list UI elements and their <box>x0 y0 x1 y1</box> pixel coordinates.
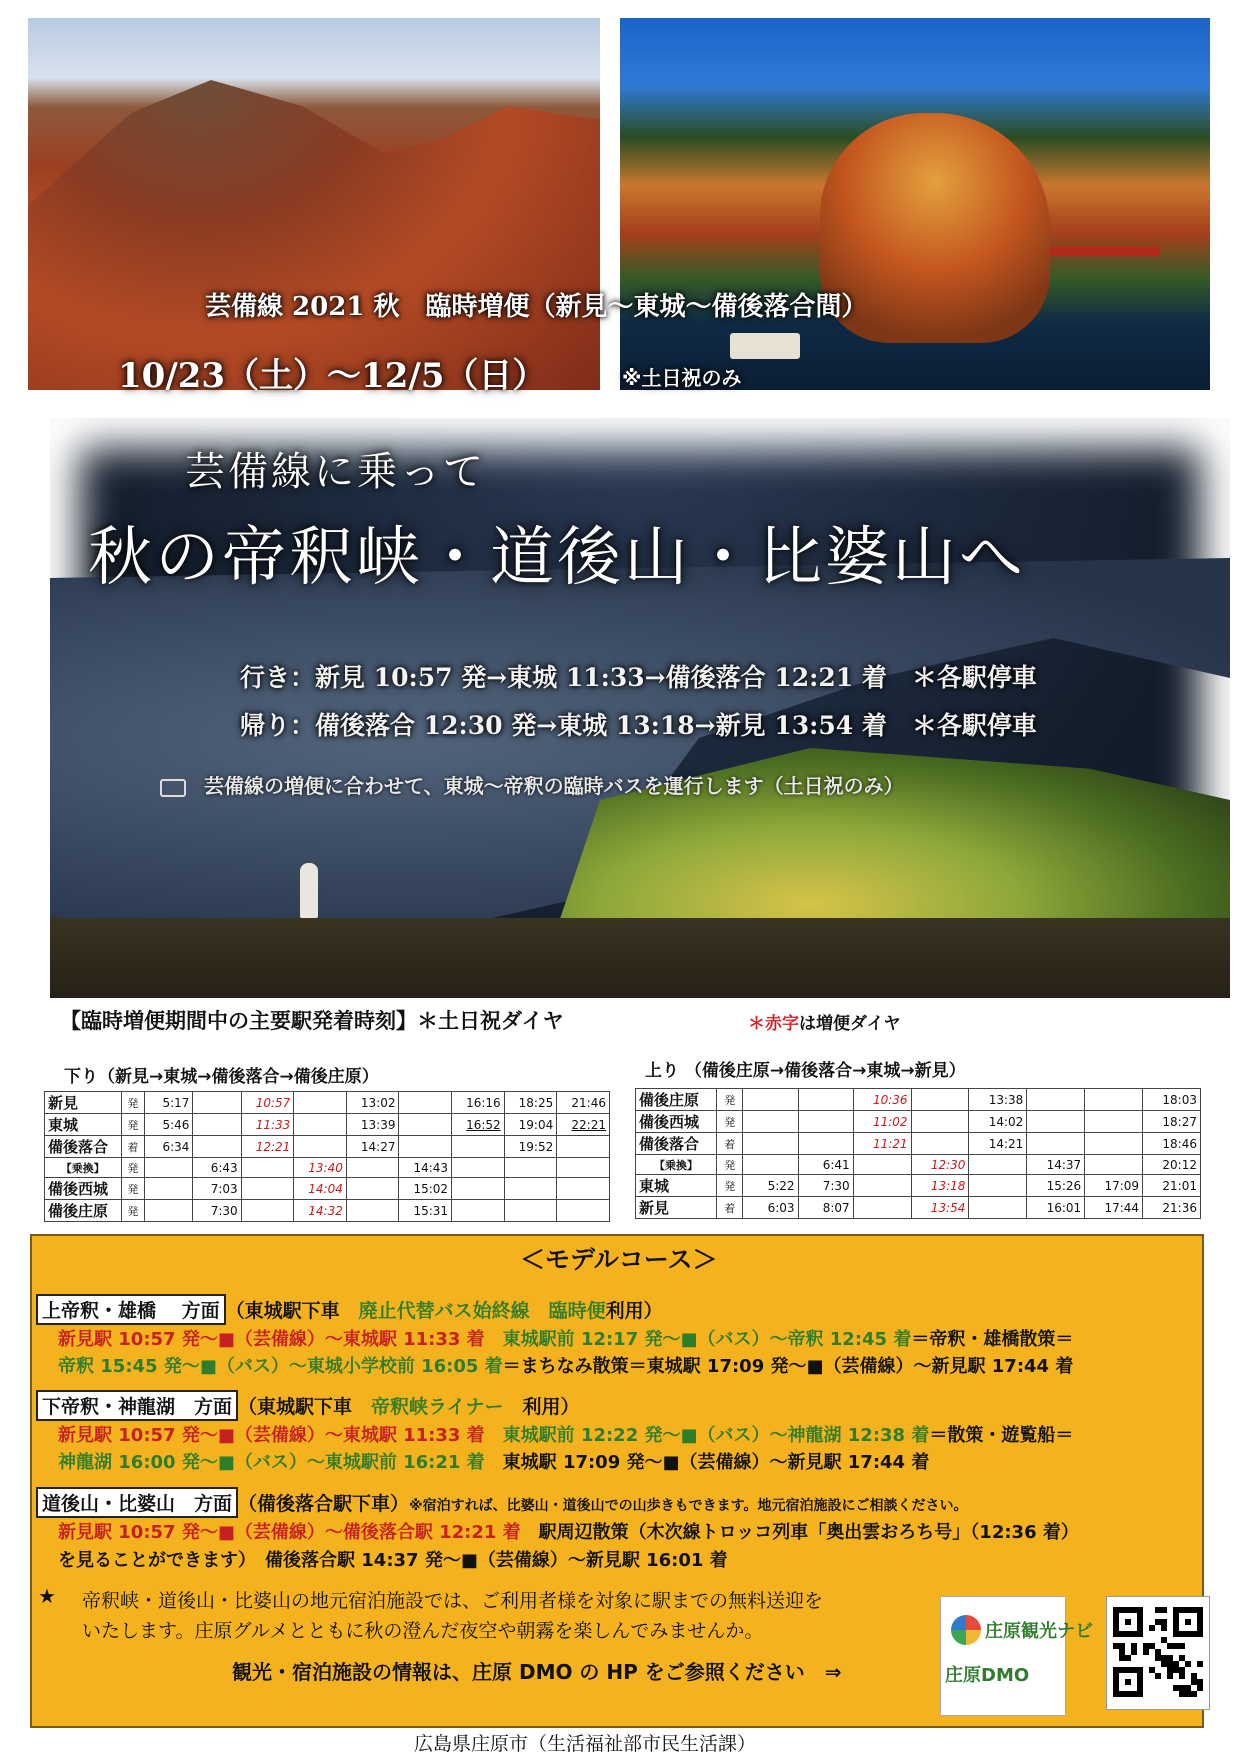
star-icon: ★ <box>38 1584 56 1608</box>
dmo-info: 観光・宿泊施設の情報は、庄原 DMO の HP をご参照ください ⇒ <box>232 1660 842 1684</box>
time-cell: 13:39 <box>346 1114 399 1136</box>
time-cell <box>743 1155 798 1175</box>
time-cell: 20:12 <box>1143 1155 1201 1175</box>
course2-l2-green: 神龍湖 16:00 発～■（バス）～東城駅前 16:21 着 <box>58 1452 485 1473</box>
course2-head-end: 利用） <box>503 1396 580 1418</box>
time-cell: 7:30 <box>798 1175 853 1197</box>
time-cell <box>798 1111 853 1133</box>
dep-arr-mark: 発 <box>121 1158 145 1178</box>
course1-head-end: 利用） <box>605 1300 663 1322</box>
time-cell: 14:32 <box>294 1200 347 1222</box>
station-name: 東城 <box>636 1175 717 1197</box>
dep-arr-mark: 発 <box>717 1155 743 1175</box>
dep-arr-mark: 発 <box>121 1092 145 1114</box>
station-name: 備後落合 <box>636 1133 717 1155</box>
cave-title: 秋の帝釈峡・道後山・比婆山へ <box>88 521 1026 595</box>
time-cell <box>911 1089 969 1111</box>
time-cell: 11:21 <box>853 1133 911 1155</box>
course2-l2-end: 東城駅 17:09 発～■（芸備線）～新見駅 17:44 着 <box>502 1452 930 1473</box>
timetable-row <box>45 1200 610 1222</box>
course-title: ＜モデルコース＞ <box>520 1245 718 1274</box>
station-name: 備後庄原 <box>45 1200 122 1222</box>
time-cell <box>557 1158 610 1178</box>
trip-return: 帰り：備後落合 12:30 発→東城 13:18→新見 13:54 着 ＊各駅停車 <box>240 711 1037 740</box>
time-cell <box>504 1178 557 1200</box>
time-cell <box>241 1158 294 1178</box>
course1-line2 <box>58 1352 1073 1378</box>
time-cell: 17:09 <box>1085 1175 1143 1197</box>
time-cell <box>969 1175 1027 1197</box>
time-cell <box>145 1178 193 1200</box>
time-cell <box>504 1200 557 1222</box>
time-cell: 15:31 <box>399 1200 452 1222</box>
dep-arr-mark: 発 <box>121 1178 145 1200</box>
time-cell: 10:36 <box>853 1089 911 1111</box>
time-cell <box>1085 1089 1143 1111</box>
timetable-row <box>45 1136 610 1158</box>
up-timetable <box>635 1088 1201 1219</box>
time-cell <box>193 1136 241 1158</box>
dep-arr-mark: 着 <box>717 1197 743 1219</box>
time-cell: 21:36 <box>1143 1197 1201 1219</box>
time-cell <box>1027 1133 1085 1155</box>
time-cell: 11:33 <box>241 1114 294 1136</box>
shobara-navi-logo <box>940 1596 1093 1716</box>
time-cell <box>743 1089 798 1111</box>
timetable-row <box>636 1133 1201 1155</box>
time-cell <box>853 1155 911 1175</box>
time-cell <box>743 1133 798 1155</box>
gorge-lake-photo <box>620 18 1210 390</box>
time-cell <box>798 1133 853 1155</box>
time-cell <box>346 1200 399 1222</box>
autumn-mountain-photo <box>28 18 600 390</box>
time-cell <box>557 1136 610 1158</box>
time-cell: 15:26 <box>1027 1175 1085 1197</box>
station-name: 新見 <box>636 1197 717 1219</box>
time-cell <box>399 1136 452 1158</box>
publisher: 広島県庄原市（生活福祉部市民生活課） <box>414 1733 757 1755</box>
station-name: 備後庄原 <box>636 1089 717 1111</box>
time-cell: 5:46 <box>145 1114 193 1136</box>
course3-line1 <box>58 1518 1079 1544</box>
time-cell <box>504 1158 557 1178</box>
time-cell <box>193 1092 241 1114</box>
time-cell <box>853 1175 911 1197</box>
timetable-row <box>636 1155 1201 1175</box>
time-cell <box>452 1178 505 1200</box>
timetable-row <box>636 1197 1201 1219</box>
time-cell <box>294 1114 347 1136</box>
station-name: 【乗換】 <box>636 1155 717 1175</box>
course3-l1-end: 駅周辺散策（木次線トロッコ列車「奥出雲おろち号」（12:36 着） <box>538 1522 1079 1543</box>
note-suffix: は増便ダイヤ <box>799 1014 901 1034</box>
time-cell: 18:46 <box>1143 1133 1201 1155</box>
time-cell <box>346 1158 399 1178</box>
time-cell <box>798 1089 853 1111</box>
time-cell: 14:21 <box>969 1133 1027 1155</box>
time-cell: 13:18 <box>911 1175 969 1197</box>
course1-header <box>36 1294 663 1325</box>
dep-arr-mark: 着 <box>121 1136 145 1158</box>
course2-head-green: 帝釈峡ライナー <box>371 1396 504 1418</box>
note-prefix: ＊ <box>748 1014 765 1034</box>
time-cell: 10:57 <box>241 1092 294 1114</box>
timetable-row <box>45 1178 610 1200</box>
time-cell: 7:30 <box>193 1200 241 1222</box>
time-cell: 14:02 <box>969 1111 1027 1133</box>
time-cell: 16:52 <box>452 1114 505 1136</box>
hero-service-title: 芸備線 2021 秋 臨時増便（新見～東城～備後落合間） <box>205 292 868 322</box>
course3-header <box>36 1487 968 1518</box>
time-cell: 17:44 <box>1085 1197 1143 1219</box>
dep-arr-mark: 発 <box>717 1111 743 1133</box>
time-cell <box>557 1200 610 1222</box>
time-cell: 6:34 <box>145 1136 193 1158</box>
logo-navi-text: 庄原観光ナビ <box>985 1621 1093 1642</box>
station-name: 新見 <box>45 1092 122 1114</box>
time-cell: 14:43 <box>399 1158 452 1178</box>
time-cell: 13:38 <box>969 1089 1027 1111</box>
time-cell: 12:21 <box>241 1136 294 1158</box>
time-cell: 22:21 <box>557 1114 610 1136</box>
course1-l1-end: ＝帝釈・雄橋散策＝ <box>911 1329 1074 1350</box>
time-cell <box>399 1092 452 1114</box>
down-timetable <box>44 1091 610 1222</box>
note-red: 赤字 <box>765 1014 799 1034</box>
dep-arr-mark: 発 <box>121 1200 145 1222</box>
course1-tag: 上帝釈・雄橋 方面 <box>36 1294 226 1325</box>
time-cell <box>399 1114 452 1136</box>
time-cell <box>193 1114 241 1136</box>
time-cell <box>743 1111 798 1133</box>
time-cell <box>241 1200 294 1222</box>
time-cell <box>294 1136 347 1158</box>
free-shuttle-line2: いたします。庄原グルメとともに秋の澄んだ夜空や朝霧を楽しんでみませんか。 <box>82 1620 764 1642</box>
time-cell <box>969 1197 1027 1219</box>
time-cell: 5:22 <box>743 1175 798 1197</box>
course2-header <box>36 1390 579 1421</box>
time-cell <box>346 1178 399 1200</box>
time-cell: 12:30 <box>911 1155 969 1175</box>
down-label: 下り（新見→東城→備後落合→備後庄原） <box>64 1067 379 1087</box>
time-cell <box>452 1136 505 1158</box>
time-cell: 18:03 <box>1143 1089 1201 1111</box>
time-cell: 14:27 <box>346 1136 399 1158</box>
cave-subtitle: 芸備線に乗って <box>185 449 486 495</box>
course2-tag: 下帝釈・神龍湖 方面 <box>36 1390 238 1421</box>
time-cell <box>911 1133 969 1155</box>
logo-dmo-text: 庄原DMO <box>945 1665 1030 1686</box>
time-cell <box>1085 1155 1143 1175</box>
time-cell: 6:43 <box>193 1158 241 1178</box>
time-cell <box>1027 1089 1085 1111</box>
time-cell <box>145 1158 193 1178</box>
time-cell: 6:41 <box>798 1155 853 1175</box>
course1-l2-end: ＝まちなみ散策＝東城駅 17:09 発～■（芸備線）～新見駅 17:44 着 <box>502 1356 1074 1377</box>
course1-line1 <box>58 1325 1073 1351</box>
time-cell <box>452 1158 505 1178</box>
trip-outbound: 行き：新見 10:57 発→東城 11:33→備後落合 12:21 着 ＊各駅停車 <box>240 663 1037 692</box>
station-name: 備後落合 <box>45 1136 122 1158</box>
time-cell: 18:27 <box>1143 1111 1201 1133</box>
time-cell: 18:25 <box>504 1092 557 1114</box>
bus-notice-text: 芸備線の増便に合わせて、東城～帝釈の臨時バスを運行します（土日祝のみ） <box>204 774 904 798</box>
dep-arr-mark: 発 <box>717 1175 743 1197</box>
time-cell <box>294 1092 347 1114</box>
timetable-row <box>45 1114 610 1136</box>
course3-tag: 道後山・比婆山 方面 <box>36 1487 238 1518</box>
time-cell: 15:02 <box>399 1178 452 1200</box>
dep-arr-mark: 発 <box>717 1089 743 1111</box>
logo-mark-icon <box>951 1615 981 1645</box>
time-cell <box>452 1200 505 1222</box>
course3-head: （備後落合駅下車） <box>238 1493 410 1515</box>
course2-l1-end: ＝散策・遊覧船＝ <box>929 1425 1074 1446</box>
station-name: 備後西城 <box>636 1111 717 1133</box>
time-cell <box>1027 1111 1085 1133</box>
course1-l1-green: 東城駅前 12:17 発～■（バス）～帝釈 12:45 着 <box>502 1329 912 1350</box>
bus-icon <box>160 779 186 797</box>
station-name: 東城 <box>45 1114 122 1136</box>
dep-arr-mark: 着 <box>717 1133 743 1155</box>
course2-l1-green: 東城駅前 12:22 発～■（バス）～神龍湖 12:38 着 <box>502 1425 930 1446</box>
timetable-note <box>748 1009 901 1034</box>
time-cell: 13:54 <box>911 1197 969 1219</box>
course1-head: （東城駅下車 <box>225 1300 359 1322</box>
course3-l1-red: 新見駅 10:57 発～■（芸備線）～備後落合駅 12:21 着 <box>58 1522 521 1543</box>
course3-line2: を見ることができます） 備後落合駅 14:37 発～■（芸備線）～新見駅 16:01 着 <box>58 1550 728 1571</box>
bus-notice <box>160 770 904 799</box>
time-cell: 5:17 <box>145 1092 193 1114</box>
time-cell: 14:04 <box>294 1178 347 1200</box>
time-cell: 21:01 <box>1143 1175 1201 1197</box>
course2-line1 <box>58 1421 1073 1447</box>
time-cell <box>969 1155 1027 1175</box>
timetable-row <box>636 1175 1201 1197</box>
up-label: 上り （備後庄原→備後落合→東城→新見） <box>645 1061 966 1081</box>
course1-l2-green: 帝釈 15:45 発～■（バス）～東城小学校前 16:05 着 <box>58 1356 503 1377</box>
time-cell <box>911 1111 969 1133</box>
timetable-row <box>636 1089 1201 1111</box>
time-cell: 14:37 <box>1027 1155 1085 1175</box>
hero-note: ※土日祝のみ <box>622 366 742 390</box>
time-cell: 19:04 <box>504 1114 557 1136</box>
time-cell: 16:01 <box>1027 1197 1085 1219</box>
qr-code[interactable] <box>1106 1596 1210 1710</box>
time-cell: 11:02 <box>853 1111 911 1133</box>
time-cell <box>145 1200 193 1222</box>
time-cell <box>1085 1133 1143 1155</box>
course2-head: （東城駅下車 <box>238 1396 372 1418</box>
timetable-row <box>636 1111 1201 1133</box>
time-cell <box>241 1178 294 1200</box>
timetable-row <box>45 1092 610 1114</box>
time-cell: 19:52 <box>504 1136 557 1158</box>
course2-line2 <box>58 1448 929 1474</box>
station-name: 【乗換】 <box>45 1158 122 1178</box>
time-cell <box>557 1178 610 1200</box>
dep-arr-mark: 発 <box>121 1114 145 1136</box>
free-shuttle-line1: 帝釈峡・道後山・比婆山の地元宿泊施設では、ご利用者様を対象に駅までの無料送迎を <box>82 1590 824 1612</box>
time-cell: 13:40 <box>294 1158 347 1178</box>
station-name: 備後西城 <box>45 1178 122 1200</box>
time-cell: 16:16 <box>452 1092 505 1114</box>
course1-head-green: 廃止代替バス始終線 臨時便 <box>358 1300 606 1322</box>
time-cell <box>853 1197 911 1219</box>
time-cell <box>1085 1111 1143 1133</box>
time-cell: 21:46 <box>557 1092 610 1114</box>
course2-l1-red: 新見駅 10:57 発～■（芸備線）～東城駅 11:33 着 <box>58 1425 485 1446</box>
hero-date-range: 10/23（土）～12/5（日） <box>118 356 547 396</box>
course3-note: ※宿泊すれば、比婆山・道後山での山歩きもできます。地元宿泊施設にご相談ください。 <box>409 1498 968 1514</box>
time-cell: 6:03 <box>743 1197 798 1219</box>
timetable-row <box>45 1158 610 1178</box>
time-cell: 13:02 <box>346 1092 399 1114</box>
time-cell: 7:03 <box>193 1178 241 1200</box>
time-cell: 8:07 <box>798 1197 853 1219</box>
timetable-heading: 【臨時増便期間中の主要駅発着時刻】＊土日祝ダイヤ <box>60 1009 564 1033</box>
course1-l1-red: 新見駅 10:57 発～■（芸備線）～東城駅 11:33 着 <box>58 1329 485 1350</box>
